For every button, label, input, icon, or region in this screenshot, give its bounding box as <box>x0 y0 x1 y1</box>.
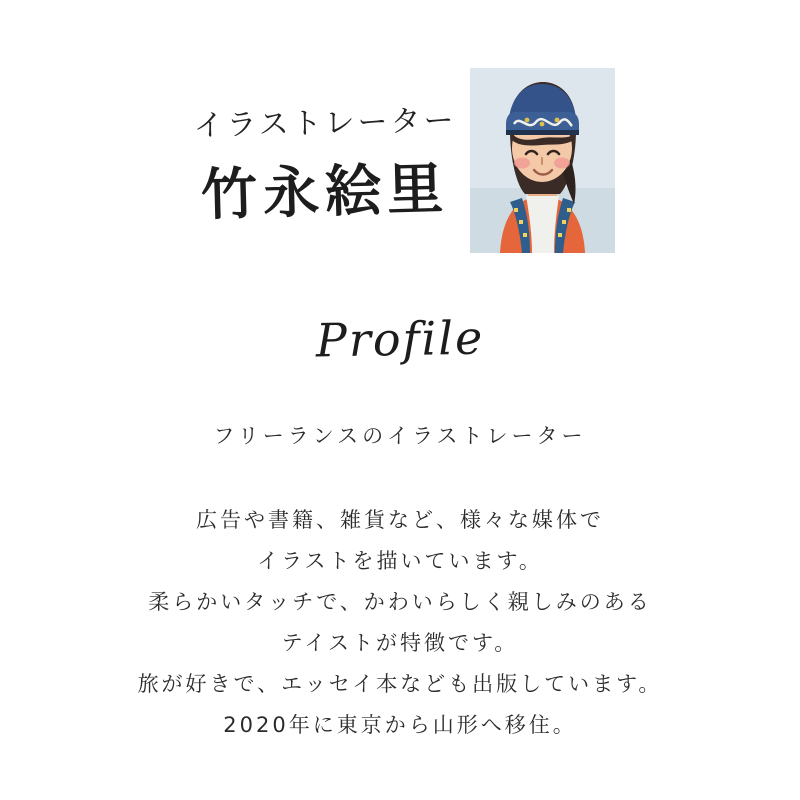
profile-lead: フリーランスのイラストレーター <box>213 424 587 448</box>
body-line: 広告や書籍、雑貨など、様々な媒体で <box>196 508 604 532</box>
body-line: テイストが特徴です。 <box>281 631 519 655</box>
body-line: イラストを描いています。 <box>257 549 543 573</box>
role-label: イラストレーター <box>193 103 457 144</box>
body-line: 柔らかいタッチで、かわいらしく親しみのある <box>148 590 652 614</box>
person-name: 竹永絵里 <box>200 155 450 229</box>
portrait-illustration <box>470 68 615 253</box>
body-line: 旅が好きで、エッセイ本なども出版しています。 <box>137 672 663 696</box>
profile-body <box>0 500 800 746</box>
body-line: 2020年に東京から山形へ移住。 <box>223 713 577 737</box>
name-block <box>175 98 475 228</box>
header-block <box>0 60 800 260</box>
page-title: Profile <box>315 310 485 368</box>
